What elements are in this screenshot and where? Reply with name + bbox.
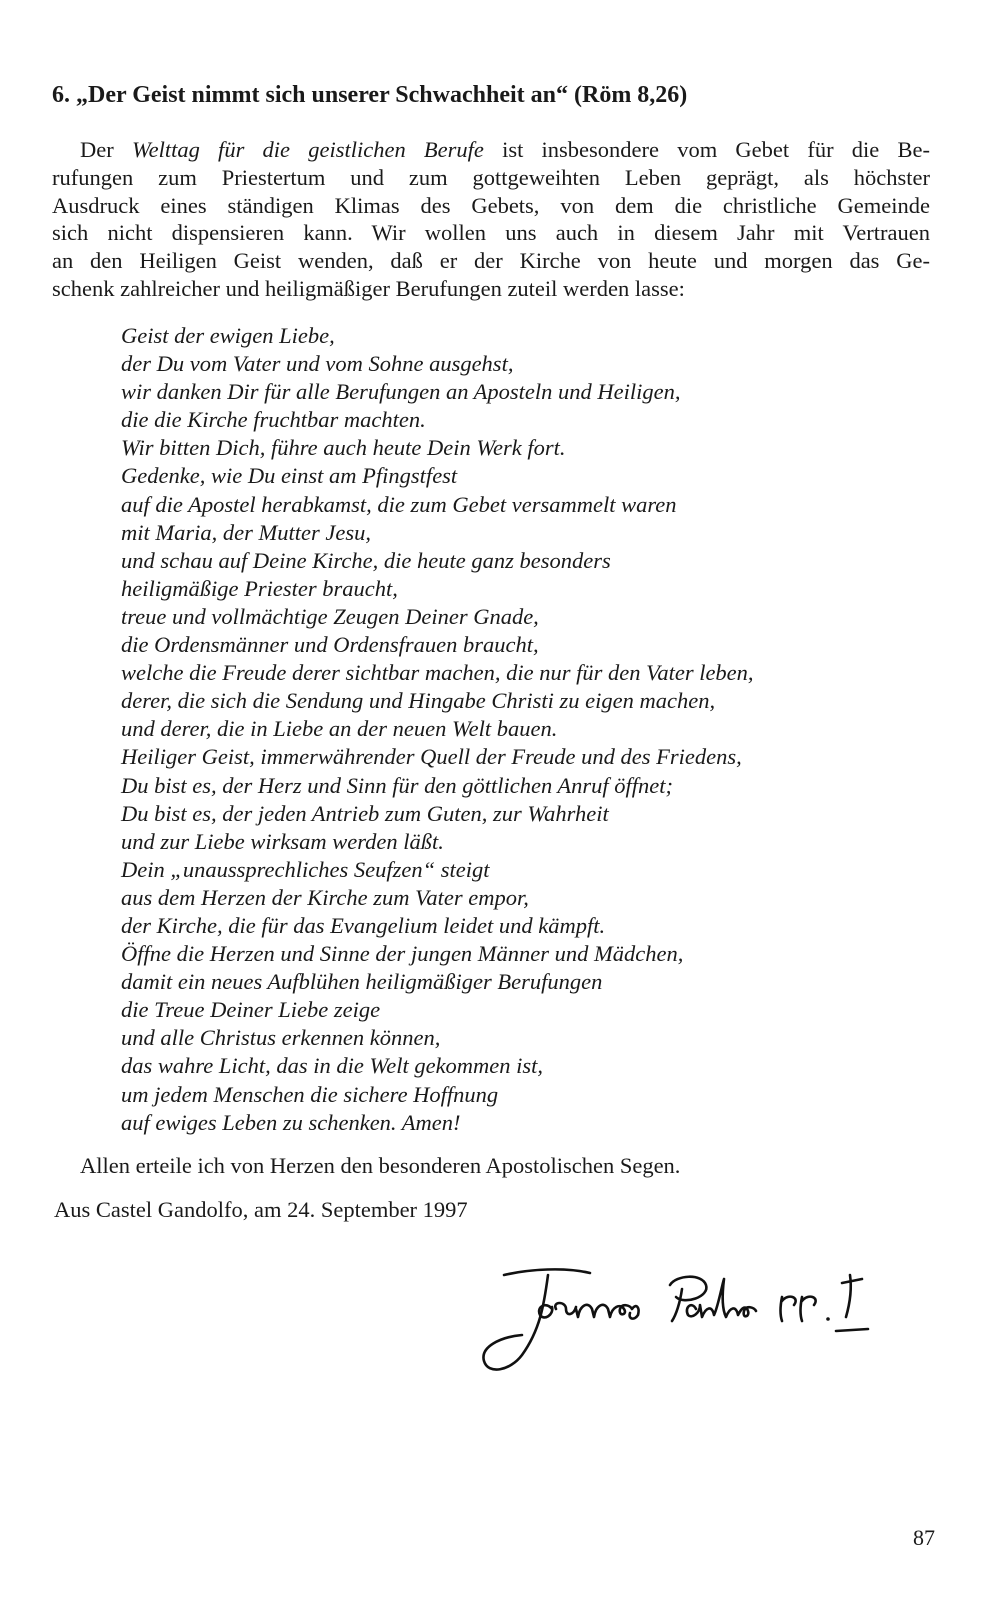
handwritten-signature — [470, 1245, 940, 1385]
prayer-line: die die Kirche fruchtbar machten. — [121, 407, 426, 433]
prayer-line: und alle Christus erkennen können, — [121, 1025, 441, 1051]
intro-line: rufungen zum Priestertum und zum gottgeweihten Leben geprägt, als höchster — [52, 164, 930, 190]
closing-blessing: Allen erteile ich von Herzen den besonderen Apostolischen Segen. — [80, 1153, 681, 1178]
prayer-line: auf ewiges Leben zu schenken. Amen! — [121, 1109, 461, 1135]
intro-line — [52, 136, 930, 164]
page-number: 87 — [913, 1525, 935, 1550]
intro-text: ist insbesondere vom Gebet für die Be- — [483, 137, 930, 162]
intro-italic-title: Welttag für die geistlichen Berufe — [131, 137, 484, 162]
prayer-line: der Du vom Vater und vom Sohne ausgehst, — [121, 351, 514, 377]
prayer-line: treue und vollmächtige Zeugen Deiner Gnade, — [121, 603, 539, 629]
prayer-line: der Kirche, die für das Evangelium leidet und kämpft. — [121, 912, 606, 938]
prayer-line: derer, die sich die Sendung und Hingabe Christi zu eigen machen, — [121, 688, 716, 714]
prayer-line: und schau auf Deine Kirche, die heute ganz besonders — [121, 547, 611, 573]
intro-line: Ausdruck eines ständigen Klimas des Gebets, von dem die christliche Gemeinde — [52, 192, 930, 218]
intro-paragraph — [52, 136, 930, 303]
prayer-line: die Ordensmänner und Ordensfrauen braucht, — [121, 632, 539, 658]
prayer-line: welche die Freude derer sichtbar machen, die nur für den Vater leben, — [121, 660, 754, 686]
intro-line: an den Heiligen Geist wenden, daß er der Kirche von heute und morgen das Ge- — [52, 248, 930, 274]
section-heading: 6. „Der Geist nimmt sich unserer Schwachheit an“ (Röm 8,26) — [52, 82, 688, 108]
prayer-text — [121, 322, 921, 1137]
prayer-line: damit ein neues Aufblühen heiligmäßiger Berufungen — [121, 969, 603, 995]
prayer-line: und zur Liebe wirksam werden läßt. — [121, 828, 444, 854]
prayer-line: Öffne die Herzen und Sinne der jungen Männer und Mädchen, — [121, 941, 684, 967]
prayer-line: Gedenke, wie Du einst am Pfingstfest — [121, 463, 458, 489]
prayer-line: heiligmäßige Priester braucht, — [121, 575, 398, 601]
prayer-line: auf die Apostel herabkamst, die zum Gebet versammelt waren — [121, 491, 677, 517]
place-date-line: Aus Castel Gandolfo, am 24. September 1997 — [54, 1197, 468, 1222]
prayer-line: Du bist es, der jeden Antrieb zum Guten, zur Wahrheit — [121, 800, 609, 826]
prayer-line: um jedem Menschen die sichere Hoffnung — [121, 1081, 499, 1107]
prayer-line: Du bist es, der Herz und Sinn für den göttlichen Anruf öffnet; — [121, 772, 674, 798]
prayer-line: das wahre Licht, das in die Welt gekommen ist, — [121, 1053, 544, 1079]
prayer-line: Geist der ewigen Liebe, — [121, 323, 335, 348]
prayer-line: Heiliger Geist, immerwährender Quell der Freude und des Friedens, — [121, 744, 742, 770]
prayer-line: Wir bitten Dich, führe auch heute Dein Werk fort. — [121, 435, 566, 461]
signature-drawing — [470, 1245, 940, 1385]
prayer-line: und derer, die in Liebe an der neuen Welt bauen. — [121, 716, 558, 742]
intro-line: sich nicht dispensieren kann. Wir wollen uns auch in diesem Jahr mit Vertrauen — [52, 220, 930, 246]
prayer-line: mit Maria, der Mutter Jesu, — [121, 519, 371, 545]
prayer-line: aus dem Herzen der Kirche zum Vater empor, — [121, 884, 529, 910]
intro-line: schenk zahlreicher und heiligmäßiger Berufungen zuteil werden lasse: — [52, 275, 685, 301]
intro-text: Der — [80, 137, 132, 162]
prayer-line: Dein „unaussprechliches Seufzen“ steigt — [121, 856, 490, 882]
prayer-line: die Treue Deiner Liebe zeige — [121, 997, 381, 1023]
prayer-line: wir danken Dir für alle Berufungen an Aposteln und Heiligen, — [121, 379, 681, 405]
